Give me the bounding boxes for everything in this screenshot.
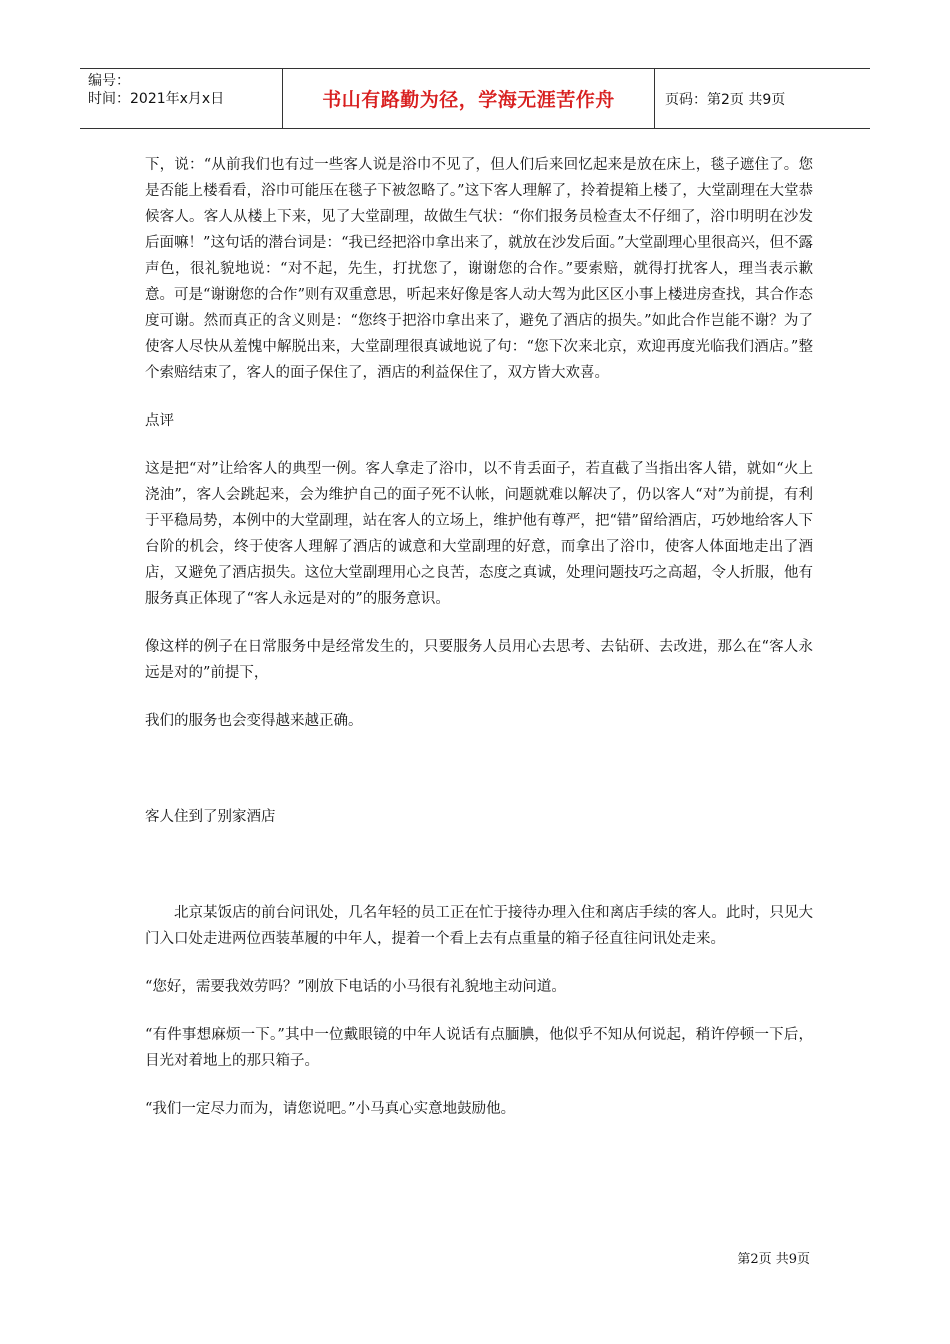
paragraph: 下，说：“从前我们也有过一些客人说是浴巾不见了，但人们后来回忆起来是放在床上，毯子遮住了。您 是否能上楼看看，浴巾可能压在毯子下被忽略了。”这下客人理解了，拎着提箱上楼了，大堂副理在大堂恭候客人。客人从楼上下来，见了大堂副理，故做生气状：“你们报务员检查太不仔细了，浴巾明明在沙发后面嘛！”这句话的潜台词是：“我已经把浴巾拿出来了，就放在沙发后面。”大堂副理心里很高兴，但不露声色，很礼貌地说：“对不起，先生，打扰您了，谢谢您的合作。”要索赔，就得打扰客人，理当表示歉意。可是“谢谢您的合作”则有双重意思，听起来好像是客人动大驾为此区区小事上楼进房查找，其合作态度可谢。然而真正的含义则是：“您终于把浴巾拿出来了，避免了酒店的损失。”如此合作岂能不谢？为了使客人尽快从羞愧中解脱出来，大堂副理很真诚地说了句：“您下次来北京，欢迎再度光临我们酒店。”整个索赔结束了，客人的面子保住了，酒店的利益保住了，双方皆大欢喜。	[145, 157, 828, 381]
paragraph: 北京某饭店的前台问讯处，几名年轻的员工正在忙于接待办理入住和离店手续的客人。此时，只见大门入口处走进两位西装革履的中年人，提着一个看上去有点重量的箱子径直往问讯处走来。	[145, 905, 813, 947]
paragraph: 这是把“对”让给客人的典型一例。客人拿走了浴巾，以不肯丢面子，若直截了当指出客人错，就如“火上浇油”，客人会跳起来，会为维护自己的面子死不认帐，问题就难以解决了，仍以客人“对”为前提，有利于平稳局势，本例中的大堂副理，站在客人的立场上，维护他有尊严，把“错”留给酒店，巧妙地给客人下台阶的机会，终于使客人理解了酒店的诚意和大堂副理的好意，而拿出了浴巾，使客人体面地走出了酒店，又避免了酒店损失。这位大堂副理用心之良苦，态度之真诚，处理问题技巧之高超，令人折服，他有服务真正体现了“客人永远是对的”的服务意识。	[145, 461, 813, 607]
paragraph: 我们的服务也会变得越来越正确。	[145, 713, 363, 729]
header-meta	[80, 69, 282, 128]
paragraph: “我们一定尽力而为，请您说吧。”小马真心实意地鼓励他。	[145, 1101, 516, 1117]
story-heading: 客人住到了别家酒店	[145, 809, 276, 825]
document-body	[145, 152, 828, 1122]
page-footer: 第2页 共9页	[737, 1252, 810, 1267]
document-date-label: 时间：2021年x月x日	[88, 91, 225, 107]
document-number-label: 编号：	[88, 73, 130, 89]
page-header	[80, 68, 870, 129]
header-motto: 书山有路勤为径，学海无涯苦作舟	[282, 69, 655, 128]
comment-heading: 点评	[145, 413, 174, 429]
paragraph: “有件事想麻烦一下。”其中一位戴眼镜的中年人说话有点腼腆，他似乎不知从何说起，稍许停顿一下后，目光对着地上的那只箱子。	[145, 1027, 813, 1069]
paragraph: “您好，需要我效劳吗？”刚放下电话的小马很有礼貌地主动问道。	[145, 979, 566, 995]
header-page-number: 页码：第2页 共9页	[665, 91, 786, 108]
paragraph: 像这样的例子在日常服务中是经常发生的，只要服务人员用心去思考、去钻研、去改进，那么在“客人永远是对的”前提下，	[145, 639, 813, 681]
